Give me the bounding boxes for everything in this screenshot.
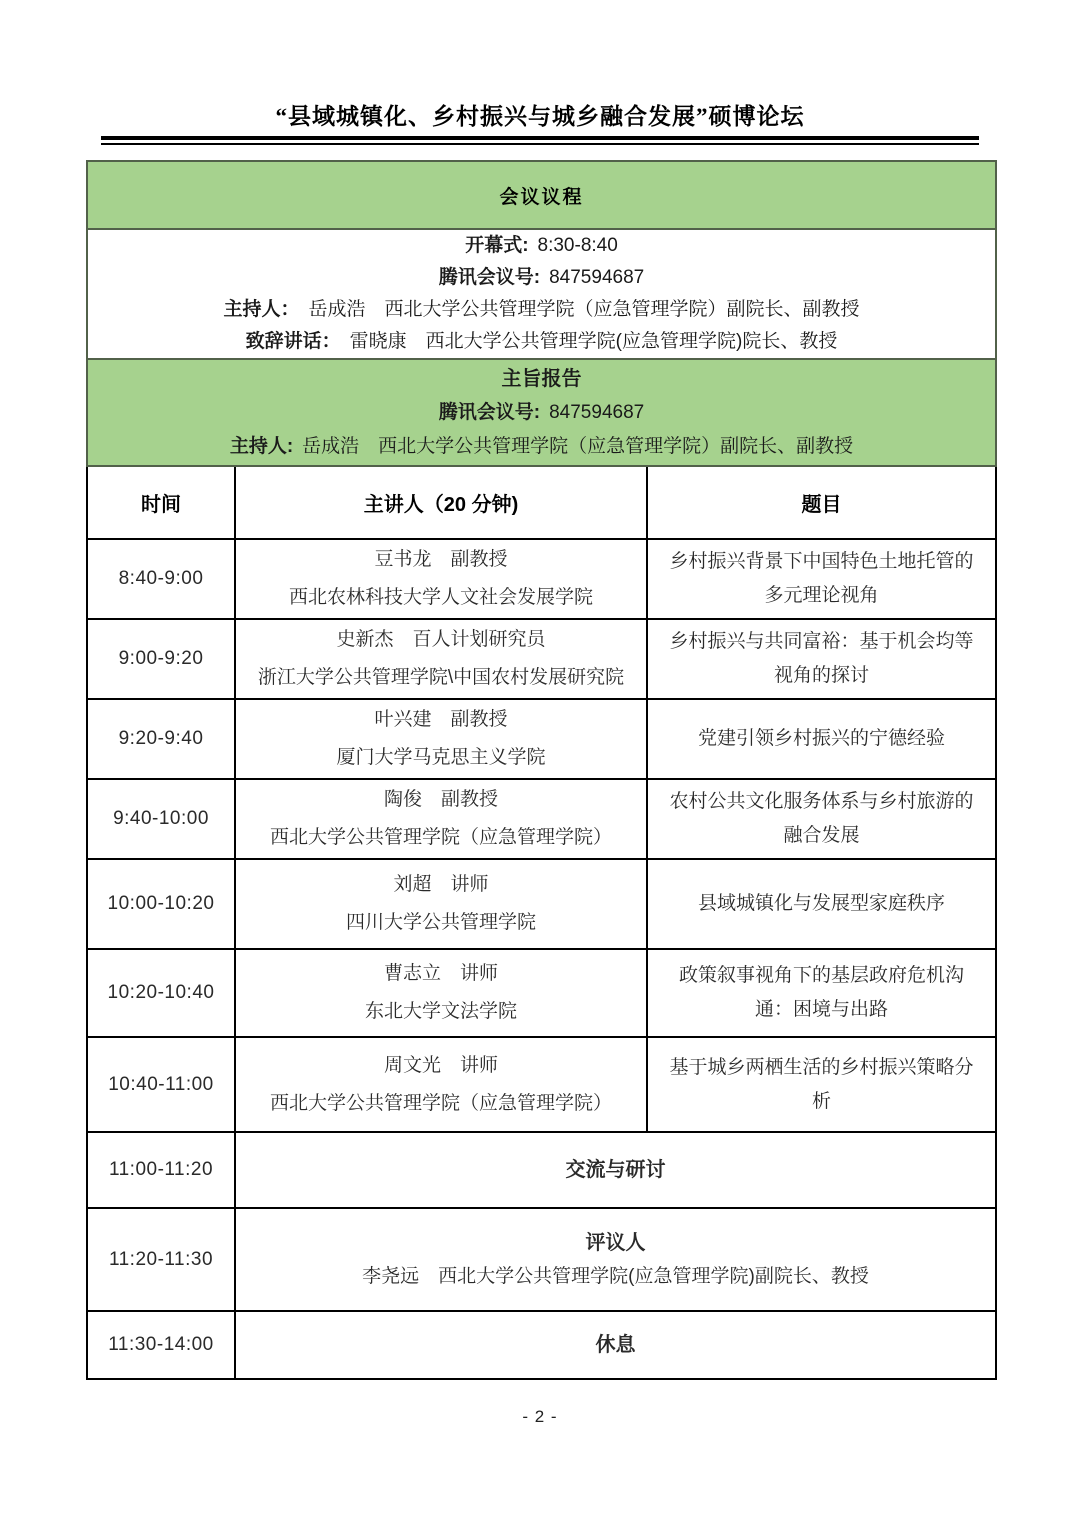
- speaker-name: 陶俊 副教授: [383, 789, 498, 810]
- speaker-cell: [235, 699, 647, 779]
- speaker-cell: [235, 539, 647, 619]
- speaker-name: 叶兴建 副教授: [374, 709, 508, 730]
- schedule-row: [87, 1132, 996, 1208]
- session-time: 9:40-10:00: [87, 779, 235, 859]
- session-topic: 党建引领乡村振兴的宁德经验: [647, 699, 996, 779]
- speaker-cell: [235, 949, 647, 1037]
- header-rule-thin: [101, 143, 979, 145]
- keynote-host-line: [88, 430, 995, 464]
- speaker-affiliation: 浙江大学公共管理学院\中国农村发展研究院: [257, 667, 625, 688]
- speaker-affiliation: 西北农林科技大学人文社会发展学院: [288, 587, 593, 608]
- opening-ceremony-time: 8:30-8:40: [537, 235, 618, 256]
- speaker-cell: [235, 779, 647, 859]
- opening-speech-label: 致辞讲话：: [245, 331, 341, 352]
- keynote-meeting-line: [88, 396, 995, 430]
- speaker-cell: [235, 619, 647, 699]
- keynote-title: 主旨报告: [501, 367, 582, 390]
- opening-meeting-line: [88, 262, 995, 294]
- keynote-section-row: [87, 359, 996, 466]
- session-topic: 农村公共文化服务体系与乡村旅游的融合发展: [647, 779, 996, 859]
- speaker-name: 刘超 讲师: [393, 874, 489, 895]
- session-topic: 县域城镇化与发展型家庭秩序: [647, 859, 996, 949]
- schedule-row: [87, 1311, 996, 1379]
- schedule-row: [87, 619, 996, 699]
- session-time: 10:20-10:40: [87, 949, 235, 1037]
- agenda-banner-title: 会议议程: [87, 161, 996, 229]
- opening-section-row: [87, 229, 996, 359]
- schedule-row: [87, 539, 996, 619]
- merged-session-cell: [235, 1311, 996, 1379]
- opening-ceremony-line: [88, 230, 995, 262]
- keynote-section: [87, 359, 996, 466]
- opening-host-line: [88, 294, 995, 326]
- opening-meeting-number: 847594687: [549, 267, 645, 288]
- keynote-host-text: 岳成浩 西北大学公共管理学院（应急管理学院）副院长、副教授: [302, 435, 854, 457]
- merged-session-title: 评议人: [585, 1231, 646, 1254]
- merged-session-title: 休息: [595, 1334, 636, 1356]
- col-header-speaker: 主讲人（20 分钟): [235, 466, 647, 539]
- speaker-affiliation: 西北大学公共管理学院（应急管理学院）: [269, 827, 612, 848]
- header-rule: [101, 136, 979, 145]
- page-number: - 2 -: [522, 1407, 558, 1426]
- session-topic: 政策叙事视角下的基层政府危机沟通：困境与出路: [647, 949, 996, 1037]
- schedule-row: [87, 779, 996, 859]
- speaker-name: 史新杰 百人计划研究员: [336, 629, 546, 650]
- session-topic: 基于城乡两栖生活的乡村振兴策略分析: [647, 1037, 996, 1132]
- speaker-name: 豆书龙 副教授: [374, 549, 508, 570]
- speaker-name: 曹志立 讲师: [383, 963, 498, 984]
- forum-title: “县域城镇化、乡村振兴与城乡融合发展”硕博论坛: [275, 104, 805, 129]
- merged-session-cell: [235, 1208, 996, 1311]
- opening-host-label: 主持人：: [223, 299, 300, 320]
- keynote-meeting-number: 847594687: [549, 401, 645, 423]
- opening-speech-text: 雷晓康 西北大学公共管理学院(应急管理学院)院长、教授: [349, 331, 838, 352]
- agenda-banner-row: [87, 161, 996, 229]
- col-header-time: 时间: [87, 466, 235, 539]
- session-time: 11:00-11:20: [87, 1132, 235, 1208]
- document-header: [0, 0, 1080, 145]
- speaker-affiliation: 厦门大学马克思主义学院: [336, 747, 546, 768]
- session-topic: 乡村振兴与共同富裕：基于机会均等视角的探讨: [647, 619, 996, 699]
- schedule-header-row: [87, 466, 996, 539]
- session-time: 10:00-10:20: [87, 859, 235, 949]
- opening-speech-line: [88, 326, 995, 358]
- merged-session-cell: [235, 1132, 996, 1208]
- speaker-affiliation: 四川大学公共管理学院: [345, 912, 536, 933]
- schedule-row: [87, 699, 996, 779]
- speaker-cell: [235, 1037, 647, 1132]
- session-time: 9:00-9:20: [87, 619, 235, 699]
- speaker-name: 周文光 讲师: [383, 1054, 498, 1076]
- header-rule-thick: [101, 136, 979, 140]
- session-time: 9:20-9:40: [87, 699, 235, 779]
- speaker-affiliation: 西北大学公共管理学院（应急管理学院）: [269, 1092, 612, 1114]
- session-topic: 乡村振兴背景下中国特色土地托管的多元理论视角: [647, 539, 996, 619]
- col-header-topic: 题目: [647, 466, 996, 539]
- opening-ceremony-label: 开幕式:: [465, 235, 529, 256]
- schedule-row: [87, 1037, 996, 1132]
- keynote-meeting-label: 腾讯会议号:: [438, 401, 541, 423]
- agenda-table: [86, 160, 997, 1380]
- merged-session-title: 交流与研讨: [565, 1159, 666, 1181]
- opening-section: [87, 229, 996, 359]
- opening-host-text: 岳成浩 西北大学公共管理学院（应急管理学院）副院长、副教授: [308, 299, 860, 320]
- schedule-row: [87, 949, 996, 1037]
- speaker-affiliation: 东北大学文法学院: [364, 1001, 517, 1022]
- speaker-cell: [235, 859, 647, 949]
- schedule-row: [87, 859, 996, 949]
- session-time: 11:20-11:30: [87, 1208, 235, 1311]
- agenda-top-sections: [87, 161, 996, 539]
- merged-session-subtitle: 李尧远 西北大学公共管理学院(应急管理学院)副院长、教授: [362, 1265, 869, 1287]
- schedule-body: [87, 539, 996, 1379]
- session-time: 10:40-11:00: [87, 1037, 235, 1132]
- keynote-host-label: 主持人:: [229, 435, 294, 457]
- session-time: 11:30-14:00: [87, 1311, 235, 1379]
- session-time: 8:40-9:00: [87, 539, 235, 619]
- opening-meeting-label: 腾讯会议号:: [438, 267, 541, 288]
- schedule-row: [87, 1208, 996, 1311]
